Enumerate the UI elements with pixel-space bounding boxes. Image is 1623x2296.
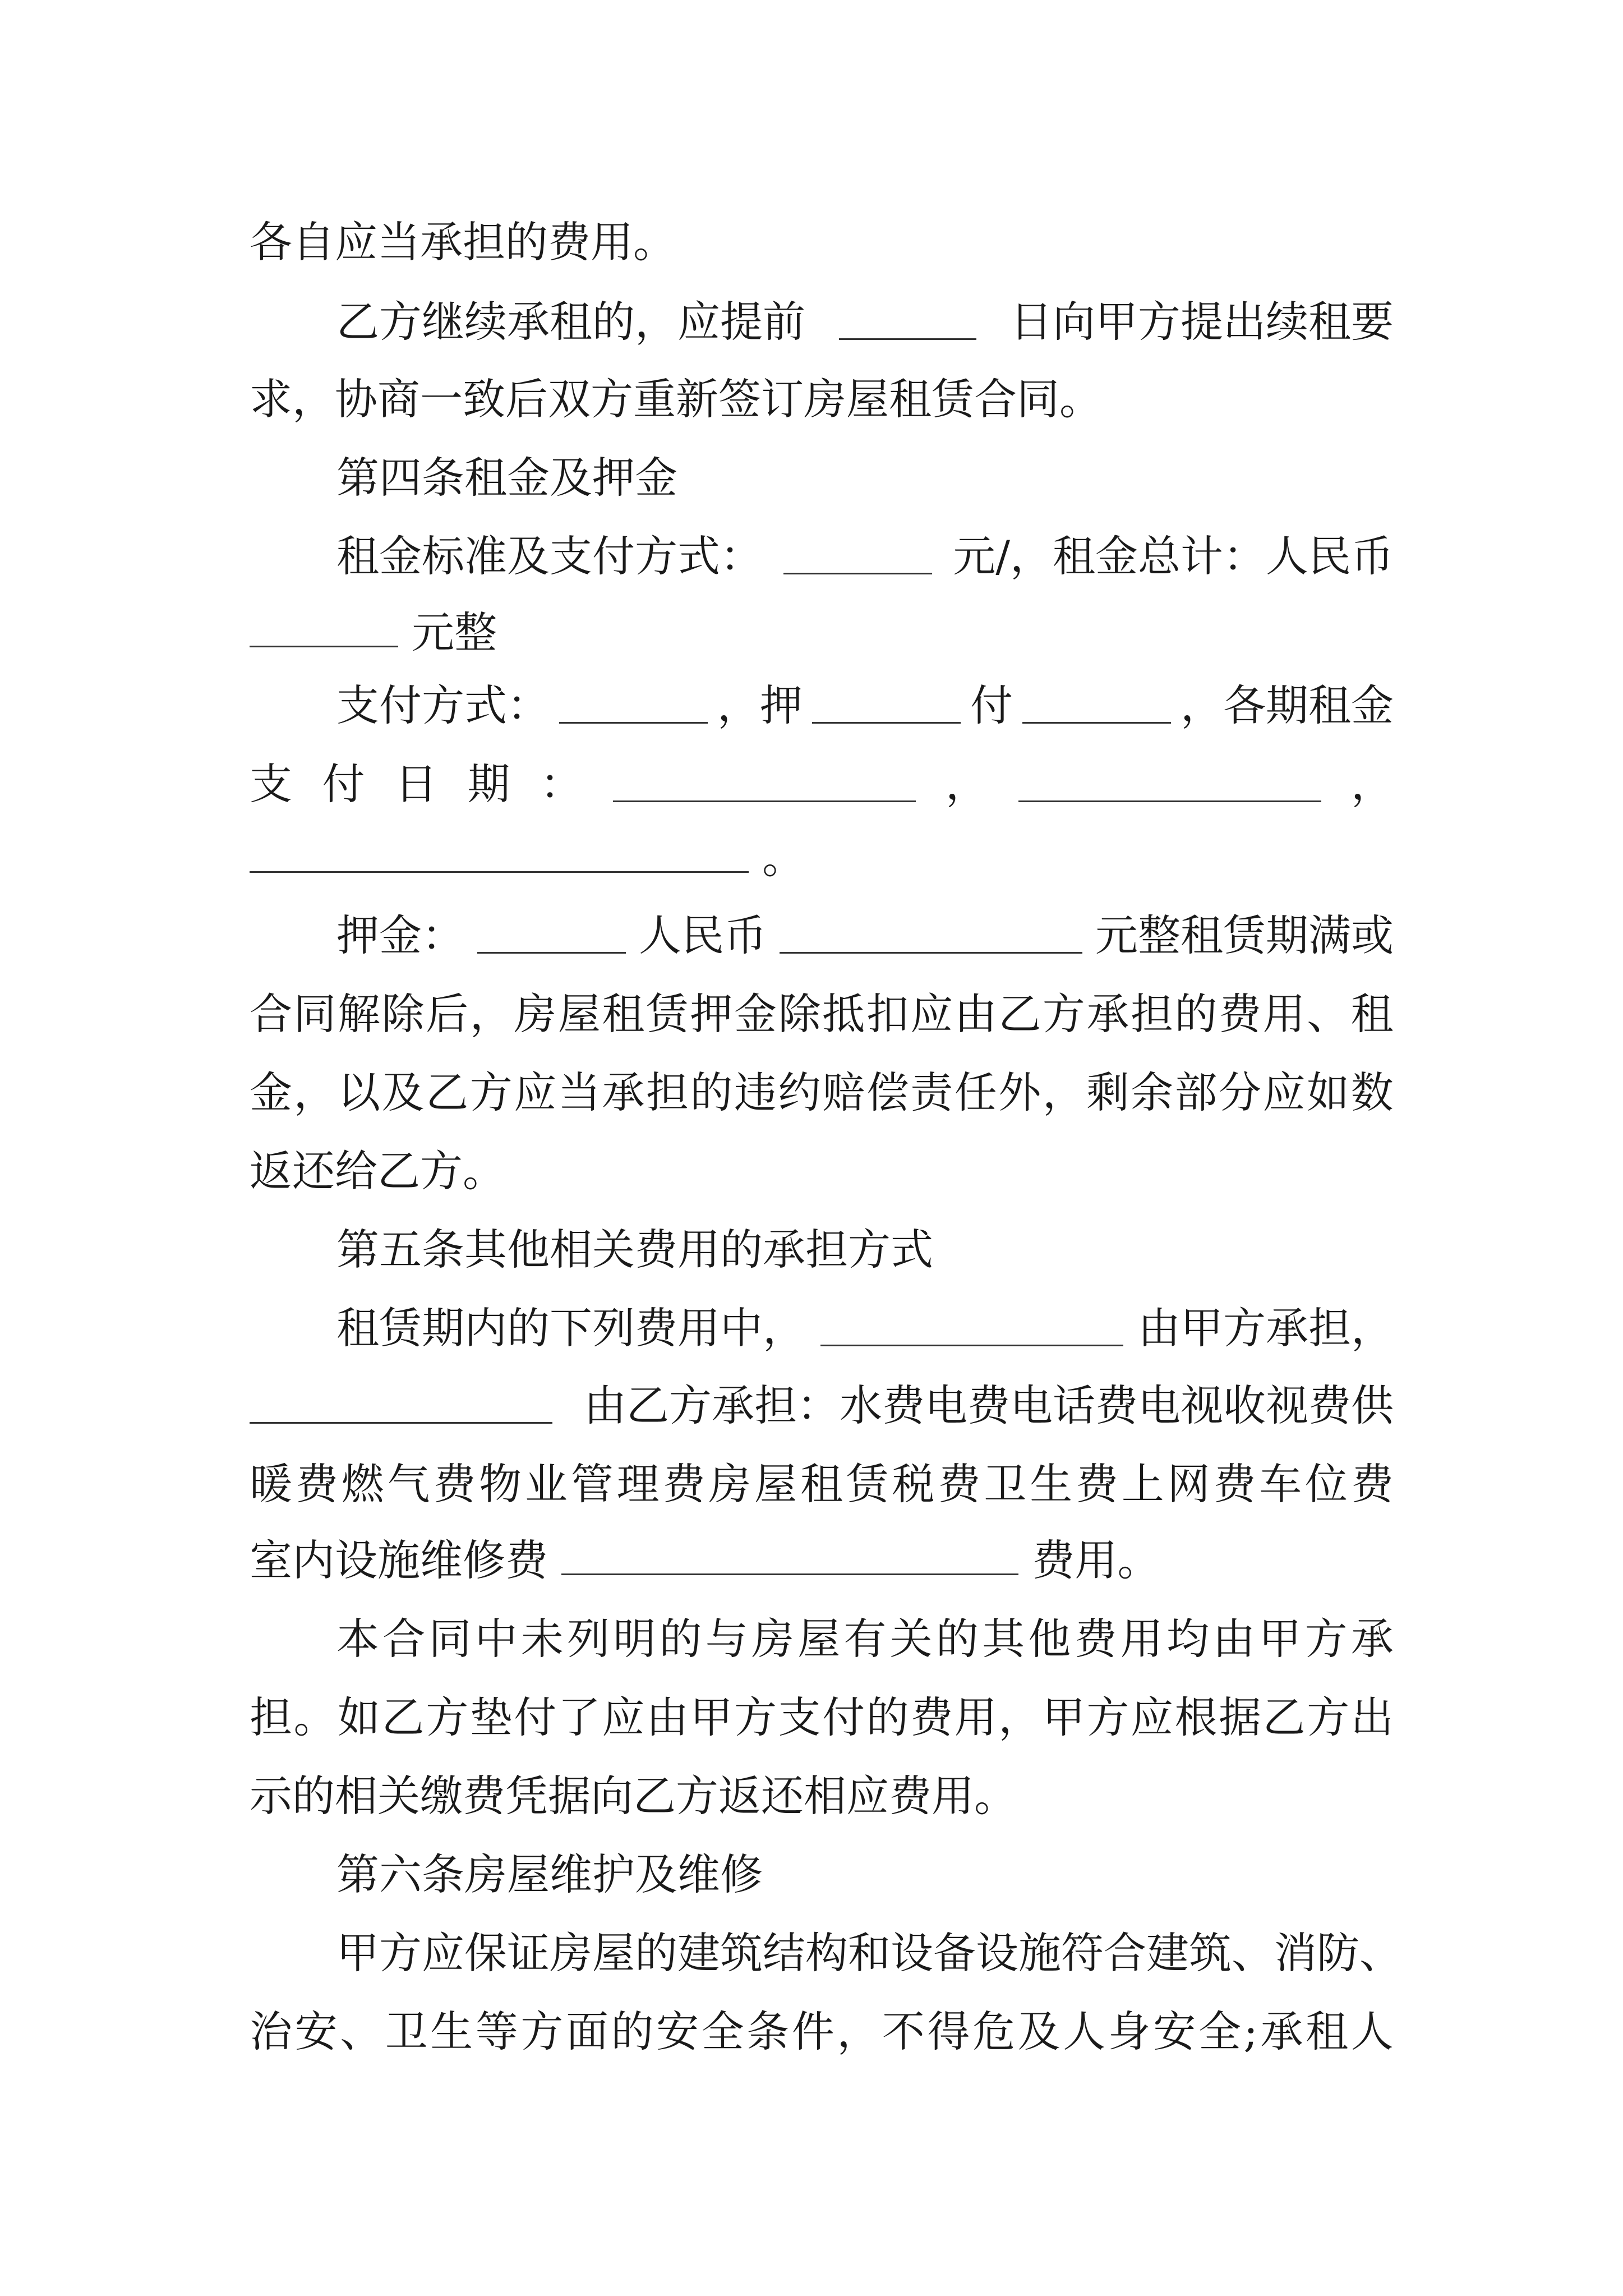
text-segment-char: 与	[705, 1614, 748, 1664]
text-segment-char: 生	[430, 2007, 473, 2056]
text-line	[250, 1763, 1394, 1830]
text-segment-char: 赁	[645, 989, 689, 1039]
text-segment-char: 承	[1260, 2007, 1303, 2056]
text-segment: 各自应当承担的费用。	[250, 217, 676, 267]
text-segment-char: 、	[1307, 989, 1350, 1039]
text-segment-char: 明	[613, 1614, 656, 1664]
text-segment-char: 及	[1017, 2007, 1061, 2056]
text-segment-char: 有	[843, 1614, 887, 1664]
text-segment-char: ，	[837, 2007, 880, 2056]
text-segment-char: 结	[763, 1928, 805, 1978]
text-segment-char: 本	[336, 1614, 379, 1664]
text-segment-char: 人	[1350, 2007, 1394, 2056]
text-segment-char: 的	[690, 1068, 733, 1117]
text-segment-char: 承	[602, 1068, 645, 1117]
text-segment-char: 乙	[381, 1692, 425, 1742]
text-segment-char: 除	[778, 989, 821, 1039]
text-segment-char: 外	[998, 1068, 1041, 1117]
text-segment-char: 同	[428, 1614, 472, 1664]
text-segment-char: 合	[250, 989, 292, 1039]
text-segment-char: 屋	[592, 1928, 635, 1978]
text-segment-char: 应	[1130, 1692, 1173, 1742]
text-segment-char: 应	[514, 1068, 557, 1117]
text-segment-char: 卫	[984, 1459, 1027, 1509]
text-segment-char: 防	[1317, 1928, 1359, 1978]
text-segment: 人民币	[639, 910, 767, 960]
text-segment-char: 屋	[797, 1614, 841, 1664]
text-segment-char: 不	[882, 2007, 925, 2056]
text-segment-char: 赔	[822, 1068, 865, 1117]
text-segment-char: 建	[1146, 1928, 1189, 1978]
text-segment-char: 危	[972, 2007, 1015, 2056]
text-segment-char: 数	[1350, 1068, 1394, 1117]
text-segment-char: 构	[805, 1928, 848, 1978]
text-segment-char: 方	[426, 1692, 469, 1742]
text-segment-char: 得	[927, 2007, 970, 2056]
text-segment: 元/，租金总计：人民币	[953, 531, 1394, 581]
text-segment-char: 房	[708, 1459, 751, 1509]
text-line	[336, 1295, 1394, 1362]
fill-blank	[250, 838, 749, 873]
text-segment-char: 费	[938, 1459, 981, 1509]
text-segment-char: 设	[976, 1928, 1018, 1978]
text-segment-char: 条	[746, 2007, 790, 2056]
text-segment-char: 件	[791, 2007, 834, 2056]
text-segment-char: 担	[645, 1068, 689, 1117]
text-segment: 求，协商一致后双方重新签订房屋租赁合同。	[250, 374, 1102, 424]
text-segment-char: 屋	[754, 1459, 797, 1509]
text-char: 支	[250, 759, 292, 809]
text-segment-char: 、	[340, 2007, 383, 2056]
text-segment-char: 乙	[998, 989, 1041, 1039]
text-segment-char: 租	[800, 1459, 843, 1509]
text-segment-char: 消	[1274, 1928, 1317, 1978]
fill-blank	[783, 539, 932, 574]
text-segment-char: 租	[602, 989, 645, 1039]
text-segment-char: 由	[1212, 1614, 1256, 1664]
text-segment-char: 人	[1063, 2007, 1106, 2056]
section-heading	[336, 1841, 1481, 1908]
text-segment-char: 违	[734, 1068, 777, 1117]
text-segment: 由甲方承担，	[1138, 1303, 1394, 1353]
text-segment-char: 由	[954, 989, 997, 1039]
text-segment-char: 应	[1262, 1068, 1306, 1117]
text-line	[336, 523, 1394, 590]
text-segment-char: ，	[469, 989, 513, 1039]
text-segment-char: 全	[1198, 2007, 1241, 2056]
text-segment: 租金标准及支付方式：	[336, 531, 763, 581]
text-segment-char: 后	[426, 989, 469, 1039]
text-char: ：	[540, 759, 583, 809]
text-segment-char: 建	[677, 1928, 720, 1978]
text-segment-char: 、	[1232, 1928, 1274, 1978]
text-segment-char: 列	[567, 1614, 610, 1664]
text-segment: 返还给乙方。	[250, 1146, 505, 1196]
text-segment-char: 费	[662, 1459, 706, 1509]
text-segment-char: 的	[935, 1614, 979, 1664]
text-segment: 支付方式：	[336, 680, 550, 730]
text-segment-char: 理	[616, 1459, 660, 1509]
text-segment-char: 任	[954, 1068, 997, 1117]
text-segment: 室内设施维修费	[250, 1535, 548, 1585]
text-segment-char: 房	[514, 989, 557, 1039]
text-segment-char: 担	[1130, 989, 1173, 1039]
text-segment-char: 业	[524, 1459, 568, 1509]
text-segment-char: 。	[293, 1692, 336, 1742]
text-segment-char: 方	[1304, 1614, 1348, 1664]
fill-blank	[812, 688, 961, 724]
text-segment-char: 责	[910, 1068, 953, 1117]
fill-blank	[250, 612, 398, 647]
text-segment-char: 设	[891, 1928, 933, 1978]
text-segment-char: 方	[469, 1068, 513, 1117]
text-segment-char: 应	[602, 1692, 645, 1742]
text-segment-char: 合	[382, 1614, 426, 1664]
text-segment-char: 费	[1350, 1459, 1394, 1509]
text-segment-char: 、	[1359, 1928, 1402, 1978]
text-segment: 由乙方承担：水费电费电话费电视收视费供	[584, 1381, 1394, 1430]
text-segment-char: 的	[635, 1928, 677, 1978]
text-segment-char: 方	[520, 2007, 564, 2056]
text-segment-char: ，	[293, 1068, 336, 1117]
text-segment-char: 了	[557, 1692, 601, 1742]
fill-blank	[250, 1388, 552, 1424]
text-segment-char: 付	[822, 1692, 865, 1742]
section-heading	[336, 444, 1481, 512]
text-segment-char: 治	[250, 2007, 292, 2056]
text-segment: 元整	[412, 608, 497, 657]
text-segment-char: 车	[1259, 1459, 1302, 1509]
text-segment-char: 甲	[1258, 1614, 1302, 1664]
text-segment-char: 偿	[866, 1068, 909, 1117]
text-segment-char: 面	[565, 2007, 608, 2056]
text-segment-char: 担	[250, 1692, 292, 1742]
text-line	[250, 825, 1394, 892]
text-segment-char: 未	[520, 1614, 564, 1664]
text-segment-char: 屋	[557, 989, 601, 1039]
text-segment-char: 费	[910, 1692, 953, 1742]
fill-blank	[1022, 688, 1171, 724]
text-segment-char: 支	[778, 1692, 821, 1742]
fill-blank	[780, 918, 1082, 954]
text-segment-char: 他	[1028, 1614, 1071, 1664]
text-segment: 付	[970, 680, 1013, 730]
text-segment-char: 租	[1306, 2007, 1349, 2056]
text-segment-char: 施	[1018, 1928, 1061, 1978]
text-segment-char: 甲	[690, 1692, 733, 1742]
text-line	[250, 366, 1394, 433]
text-segment-char: 金	[250, 1068, 292, 1117]
text-segment: 日向甲方提出续租要	[1010, 297, 1394, 347]
text-segment-char: 费	[1074, 1614, 1117, 1664]
text-segment-char: 除	[381, 989, 425, 1039]
text-segment-char: 如	[338, 1692, 381, 1742]
text-line	[336, 902, 1394, 969]
text-segment-char: 方	[379, 1928, 422, 1978]
text-segment-char: 房	[550, 1928, 592, 1978]
text-segment-char: 由	[645, 1692, 689, 1742]
section-title: 第五条其他相关费用的承担方式	[336, 1225, 933, 1274]
text-segment-char: 位	[1305, 1459, 1348, 1509]
text-segment-char: 甲	[336, 1928, 379, 1978]
text-segment-char: 其	[982, 1614, 1025, 1664]
text-segment-char: 分	[1219, 1068, 1262, 1117]
text-segment-char: 备	[933, 1928, 976, 1978]
text-segment-char: 安	[656, 2007, 699, 2056]
text-segment: 示的相关缴费凭据向乙方返还相应费用。	[250, 1771, 1017, 1821]
text-segment-char: 用	[1262, 989, 1306, 1039]
text-segment: 乙方继续承租的，应提前	[336, 297, 805, 347]
text-segment-char: 的	[611, 2007, 654, 2056]
text-segment-char: 费	[295, 1459, 338, 1509]
text-segment-char: 安	[1153, 2007, 1196, 2056]
text-segment: 元整租赁期满或	[1095, 910, 1394, 960]
text-segment: 费用。	[1032, 1535, 1160, 1585]
text-segment: 。	[762, 833, 805, 883]
text-line	[250, 1138, 1394, 1205]
text-line	[250, 751, 1394, 818]
text-segment-char: ，	[998, 1692, 1041, 1742]
text-segment-char: 符	[1061, 1928, 1104, 1978]
text-line	[336, 1605, 1394, 1673]
text-segment-char: 上	[1121, 1459, 1164, 1509]
text-segment-char: 乙	[1262, 1692, 1306, 1742]
fill-blank	[477, 918, 626, 954]
text-segment-char: 中	[474, 1614, 518, 1664]
text-segment-char: 赁	[846, 1459, 889, 1509]
text-segment-char: 垫	[469, 1692, 513, 1742]
text-segment-char: 如	[1307, 1068, 1350, 1117]
text-segment-char: 付	[514, 1692, 557, 1742]
text-segment-char: 卫	[385, 2007, 428, 2056]
text-segment: ，各期租金	[1181, 680, 1394, 730]
text-segment-char: 方	[1086, 1692, 1129, 1742]
section-title: 第四条租金及押金	[336, 453, 677, 503]
text-segment-char: 乙	[426, 1068, 469, 1117]
text-char: ，	[1351, 759, 1394, 809]
text-segment-char: 应	[422, 1928, 464, 1978]
text-segment-char: 及	[381, 1068, 425, 1117]
text-segment-char: 费	[1075, 1459, 1118, 1509]
text-segment-char: 当	[557, 1068, 601, 1117]
text-line	[250, 599, 1394, 666]
text-segment-char: 以	[338, 1068, 381, 1117]
text-segment-char: 的	[1174, 989, 1218, 1039]
text-segment-char: 安	[294, 2007, 338, 2056]
fill-blank	[820, 1311, 1123, 1346]
text-segment-char: 甲	[1042, 1692, 1085, 1742]
text-segment-char: 方	[1307, 1692, 1350, 1742]
text-segment-char: 证	[507, 1928, 550, 1978]
text-segment-char: 身	[1108, 2007, 1151, 2056]
text-segment: 租赁期内的下列费用中，	[336, 1303, 805, 1353]
text-segment-char: 网	[1167, 1459, 1210, 1509]
text-segment-char: 费	[1213, 1459, 1256, 1509]
fill-blank	[613, 767, 916, 802]
text-segment-char: 保	[464, 1928, 507, 1978]
text-line	[250, 1998, 1394, 2065]
text-segment-char: 同	[293, 989, 336, 1039]
text-line	[250, 1684, 1394, 1751]
text-segment-char: 根	[1174, 1692, 1218, 1742]
text-segment-char: 抵	[822, 989, 865, 1039]
text-char: 日	[395, 759, 437, 809]
text-segment-char: 关	[889, 1614, 933, 1664]
section-title: 第六条房屋维护及维修	[336, 1849, 763, 1899]
text-char: 期	[467, 759, 510, 809]
fill-blank	[839, 305, 976, 340]
text-segment-char: 管	[570, 1459, 614, 1509]
text-char: ，	[946, 759, 988, 809]
text-segment-char: 燃	[341, 1459, 384, 1509]
text-segment-char: 扣	[866, 989, 909, 1039]
text-segment-char: 押	[690, 989, 733, 1039]
text-line	[250, 1372, 1394, 1439]
text-segment-char: 方	[1042, 989, 1085, 1039]
text-segment-char: 应	[910, 989, 953, 1039]
text-segment-char: 筑	[1189, 1928, 1232, 1978]
text-segment-char: 和	[848, 1928, 891, 1978]
text-segment-char: ，	[1042, 1068, 1085, 1117]
text-segment-char: ;	[1243, 2007, 1258, 2056]
text-segment-char: 承	[1350, 1614, 1394, 1664]
text-segment: 押金：	[336, 910, 464, 960]
text-line	[250, 1527, 1394, 1594]
text-segment-char: 据	[1219, 1692, 1262, 1742]
text-line	[336, 288, 1394, 356]
text-segment-char: 约	[778, 1068, 821, 1117]
text-segment-char: 费	[433, 1459, 476, 1509]
text-line	[250, 981, 1394, 1048]
text-segment-char: 方	[734, 1692, 777, 1742]
text-line	[250, 1451, 1394, 1518]
text-segment-char: 物	[479, 1459, 522, 1509]
text-segment-char: 承	[1086, 989, 1129, 1039]
text-segment-char: 余	[1130, 1068, 1173, 1117]
text-segment-char: 的	[866, 1692, 909, 1742]
text-segment-char: 合	[1104, 1928, 1146, 1978]
text-char: 付	[322, 759, 365, 809]
fill-blank	[561, 1540, 1018, 1575]
text-segment-char: 房	[751, 1614, 794, 1664]
text-segment-char: 剩	[1086, 1068, 1129, 1117]
text-segment-char: 税	[892, 1459, 935, 1509]
text-segment-char: 用	[1120, 1614, 1163, 1664]
text-line	[336, 1920, 1402, 1987]
text-segment-char: 用	[954, 1692, 997, 1742]
fill-blank	[1018, 767, 1321, 802]
text-line	[336, 672, 1394, 739]
text-segment-char: 部	[1174, 1068, 1218, 1117]
text-segment-char: 筑	[720, 1928, 763, 1978]
text-segment-char: 均	[1166, 1614, 1209, 1664]
text-line	[250, 209, 1394, 276]
text-segment-char: 的	[659, 1614, 702, 1664]
text-segment-char: 金	[734, 989, 777, 1039]
text-segment-char: 全	[701, 2007, 744, 2056]
text-segment-char: 出	[1350, 1692, 1394, 1742]
text-segment-char: 解	[338, 989, 381, 1039]
text-segment-char: 租	[1350, 989, 1394, 1039]
text-segment-char: 费	[1219, 989, 1262, 1039]
text-segment: ，押	[717, 680, 803, 730]
text-segment-char: 暖	[250, 1459, 292, 1509]
section-heading	[336, 1216, 1481, 1283]
text-line	[250, 1059, 1394, 1126]
text-segment-char: 气	[387, 1459, 430, 1509]
fill-blank	[559, 688, 708, 724]
text-segment-char: 等	[475, 2007, 518, 2056]
text-segment-char: 生	[1030, 1459, 1073, 1509]
